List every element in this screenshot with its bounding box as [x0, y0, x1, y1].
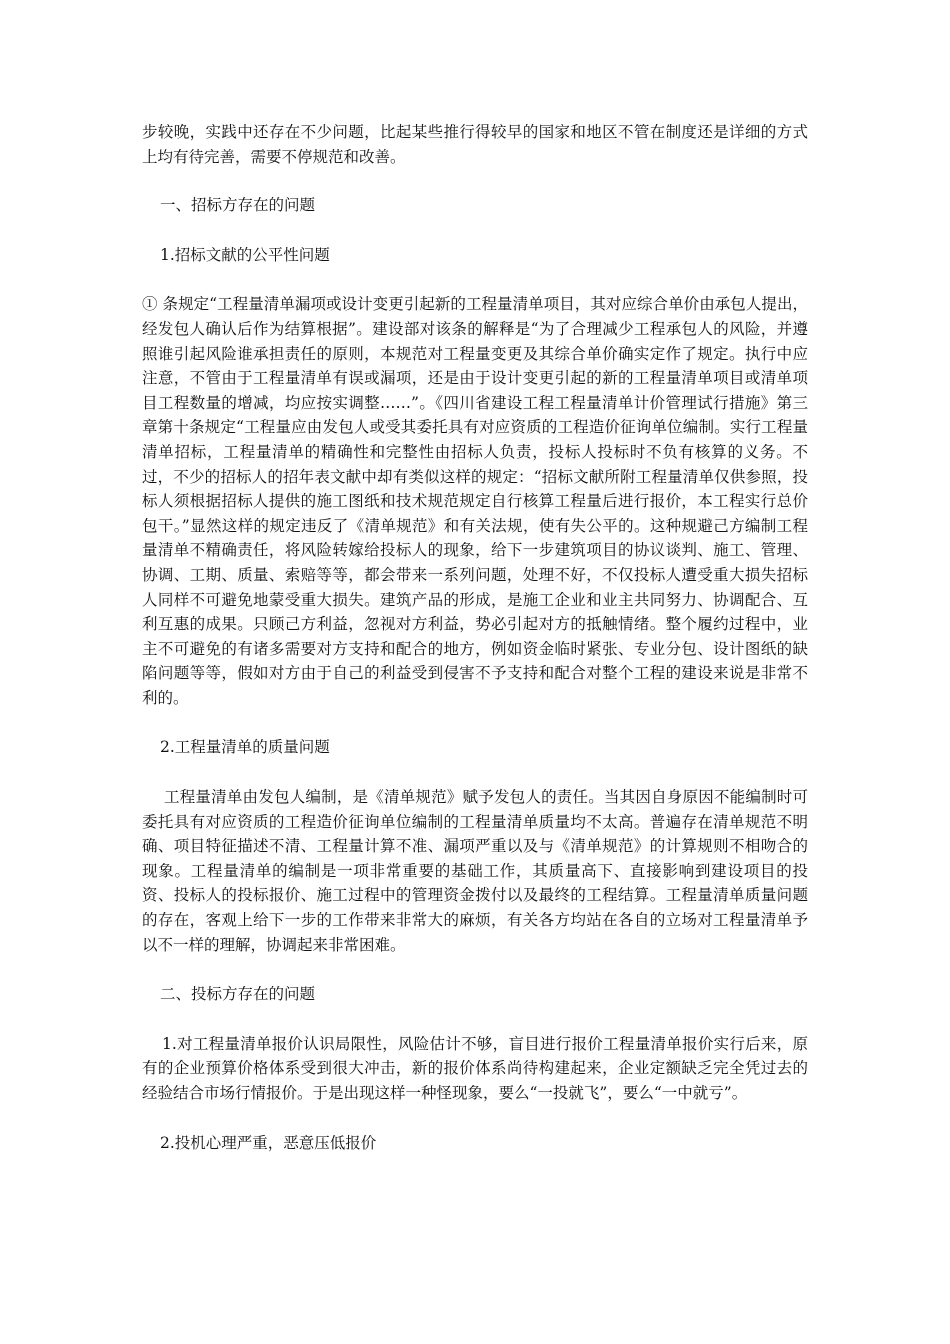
intro-paragraph: 步较晚，实践中还存在不少问题，比起某些推行得较早的国家和地区不管在制度还是详细的方式上均有待完善，需要不停规范和改善。 [142, 123, 808, 166]
document-page [142, 120, 808, 1155]
subsection-body-1: ① 条规定“工程量清单漏项或设计变更引起新的工程量清单项目，其对应综合单价由承包人提出，经发包人确认后作为结算根据”。建设部对该条的解释是“为了合理减少工程承包人的风险，并遵照谁引起风险谁承担责任的原则，本规范对工程量变更及其综合单价确实定作了规定。执行中应注意，不管由于工程量清单有误或漏项，还是由于设计变更引起的新的工程量清单项目或清单项目工程数量的增减，均应按实调整……”。《四川省建设工程工程量清单计价管理试行措施》第三章第十条规定“工程量应由发包人或受其委托具有对应资质的工程造价征询单位编制。实行工程量清单招标，工程量清单的精确性和完整性由招标人负责，投标人投标时不负有核算的义务。不过，不少的招标人的招年表文献中却有类似这样的规定：“招标文献所附工程量清单仅供参照，投标人须根据招标人提供的施工图纸和技术规范规定自行核算工程量后进行报价，本工程实行总价包干。”显然这样的规定违反了《清单规范》和有关法规，使有失公平的。这种规避己方编制工程量清单不精确责任，将风险转嫁给投标人的现象，给下一步建筑项目的协议谈判、施工、管理、协调、工期、质量、索赔等等，都会带来一系列问题，处理不好，不仅投标人遭受重大损失招标人同样不可避免地蒙受重大损失。建筑产品的形成，是施工企业和业主共同努力、协调配合、互利互惠的成果。只顾己方利益，忽视对方利益，势必引起对方的抵触情绪。整个履约过程中，业主不可避免的有诸多需要对方支持和配合的地方，例如资金临时紧张、专业分包、设计图纸的缺陷问题等等，假如对方由于自己的利益受到侵害不予支持和配合对整个工程的建设来说是非常不利的。 [142, 295, 808, 707]
subsection-body-3: 1.对工程量清单报价认识局限性，风险估计不够，盲目进行报价工程量清单报价实行后来，原有的企业预算价格体系受到很大冲击，新的报价体系尚待构建起来，企业定额缺乏完全凭过去的经验结合市场行情报价。于是出现这样一种怪现象，要么“一投就飞”，要么“一中就亏”。 [142, 1034, 808, 1102]
subsection-heading-1: 1.招标文献的公平性问题 [160, 245, 330, 264]
subsection-heading-4: 2.投机心理严重，恶意压低报价 [160, 1133, 377, 1152]
subsection-heading-2: 2.工程量清单的质量问题 [160, 738, 330, 757]
section-heading-2: 二、投标方存在的问题 [160, 985, 316, 1004]
subsection-body-2: 工程量清单由发包人编制，是《清单规范》赋予发包人的责任。当其因自身原因不能编制时可委托具有对应资质的工程造价征询单位编制的工程量清单质量均不太高。普遍存在清单规范不明确、项目特征描述不清、工程量计算不准、漏项严重以及与《清单规范》的计算规则不相吻合的现象。工程量清单的编制是一项非常重要的基础工作，其质量高下、直接影响到建设项目的投资、投标人的投标报价、施工过程中的管理资金拨付以及最终的工程结算。工程量清单质量问题的存在，客观上给下一步的工作带来非常大的麻烦，有关各方均站在各自的立场对工程量清单予以不一样的理解，协调起来非常困难。 [142, 788, 808, 954]
section-heading-1: 一、招标方存在的问题 [160, 196, 316, 215]
